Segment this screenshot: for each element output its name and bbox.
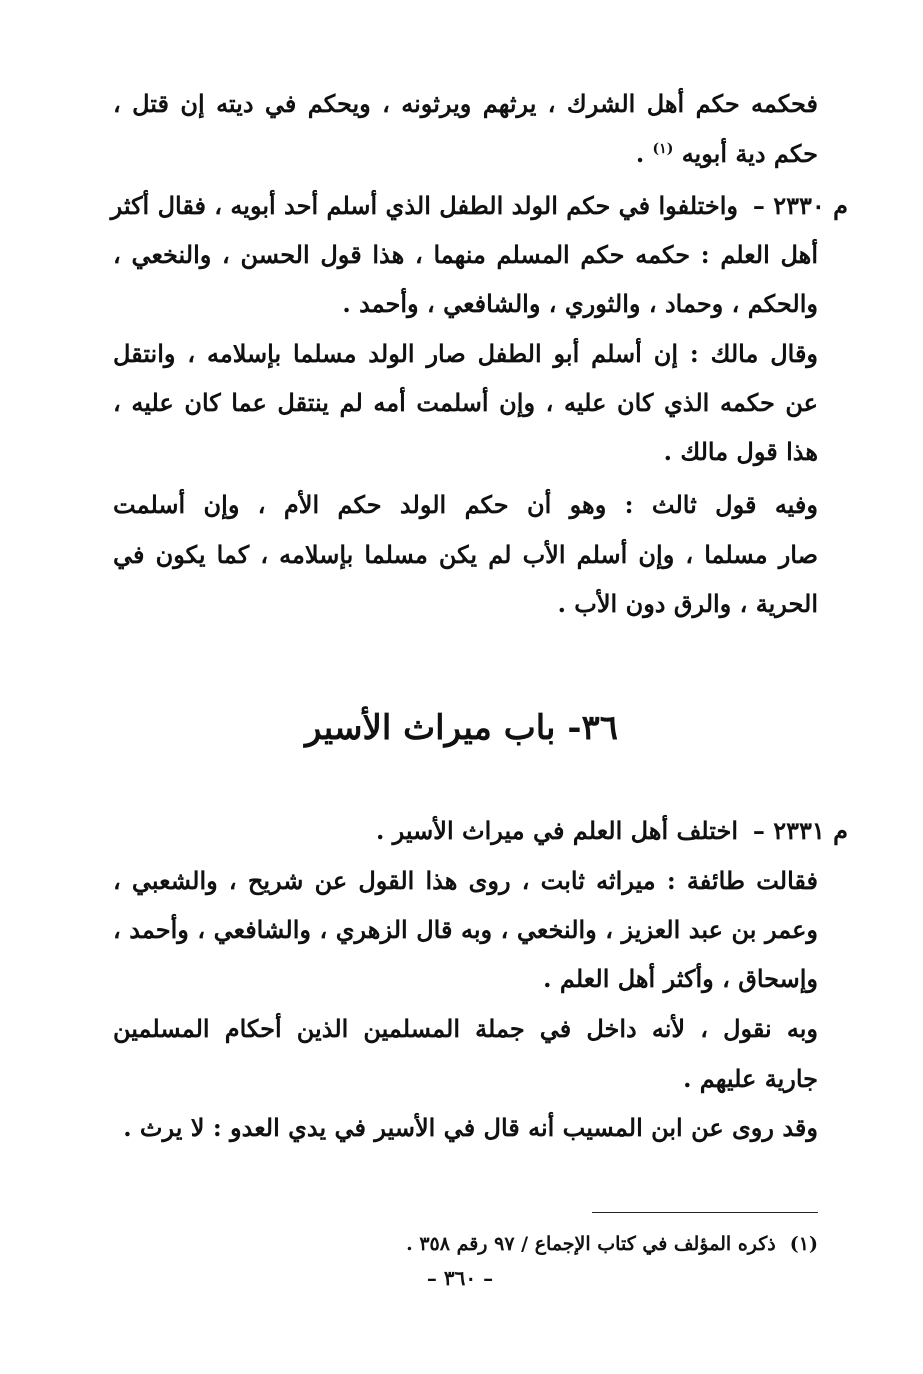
text-line: والحكم ، وحماد ، والثوري ، والشافعي ، وأحمد . xyxy=(342,289,818,318)
text-line: عن حكمه الذي كان عليه ، وإن أسلمت أمه لم ينتقل عما كان عليه ، xyxy=(113,388,818,417)
text-line: وعمر بن عبد العزيز ، والنخعي ، وبه قال الزهري ، والشافعي ، وأحمد ، xyxy=(113,915,818,944)
page-number: – ٣٦٠ – xyxy=(426,1266,494,1290)
text-line: وقال مالك : إن أسلم أبو الطفل صار الولد مسلما بإسلامه ، وانتقل xyxy=(113,339,818,368)
text-line: جارية عليهم . xyxy=(683,1064,818,1093)
text-line: وقد روى عن ابن المسيب أنه قال في الأسير في يدي العدو : لا يرث . xyxy=(123,1113,818,1142)
text-line: صار مسلما ، وإن أسلم الأب لم يكن مسلما بإسلامه ، كما يكون في xyxy=(113,540,818,569)
entry-number-2330: م ٢٣٣٠ – xyxy=(752,191,848,220)
text-line: وإسحاق ، وأكثر أهل العلم . xyxy=(543,964,818,993)
footnote-separator xyxy=(592,1212,818,1213)
text-line: هذا قول مالك . xyxy=(663,437,818,466)
footnote-reference: (١) xyxy=(652,141,674,157)
entry-number-2331: م ٢٣٣١ – xyxy=(752,816,848,845)
text-line: الحرية ، والرق دون الأب . xyxy=(557,589,818,618)
footnote-text: ذكره المؤلف في كتاب الإجماع / ٩٧ رقم ٣٥٨ . xyxy=(406,1233,776,1255)
text-span: . xyxy=(635,139,645,168)
footnote-number: (١) xyxy=(789,1233,818,1255)
text-line: اختلف أهل العلم في ميراث الأسير . xyxy=(375,816,738,845)
text-line: فقالت طائفة : ميراثه ثابت ، روى هذا القول عن شريح ، والشعبي ، xyxy=(113,866,818,895)
text-span: حكم دية أبويه xyxy=(681,139,818,168)
text-line: أهل العلم : حكمه حكم المسلم منهما ، هذا قول الحسن ، والنخعي ، xyxy=(113,240,818,269)
text-line: واختلفوا في حكم الولد الطفل الذي أسلم أحد أبويه ، فقال أكثر xyxy=(110,191,738,220)
text-line xyxy=(636,139,818,169)
section-heading: ٣٦- باب ميراث الأسير xyxy=(304,708,618,748)
footnote xyxy=(406,1231,818,1257)
text-line: وبه نقول ، لأنه داخل في جملة المسلمين الذين أحكام المسلمين xyxy=(113,1014,818,1043)
text-line: فحكمه حكم أهل الشرك ، يرثهم ويرثونه ، ويحكم في ديته إن قتل ، xyxy=(113,89,818,118)
text-line: وفيه قول ثالث : وهو أن حكم الولد حكم الأم ، وإن أسلمت xyxy=(113,490,818,519)
